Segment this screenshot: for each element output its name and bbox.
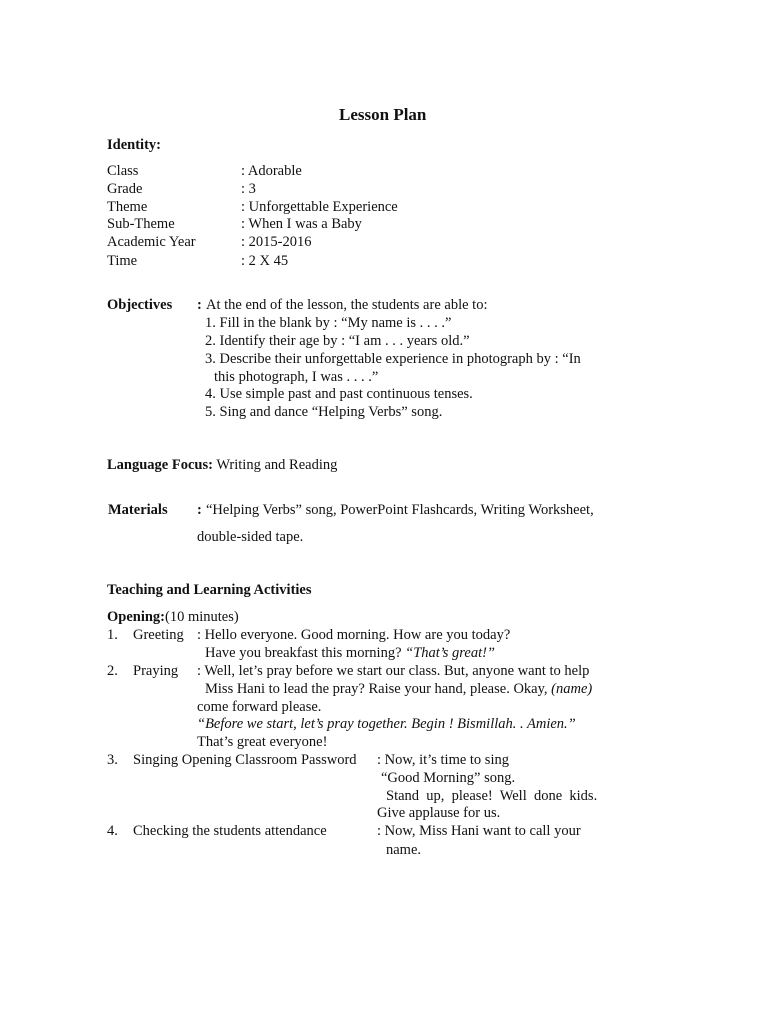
objective-item: 1. Fill in the blank by : “My name is . . . .” xyxy=(205,315,452,331)
identity-value-time: : 2 X 45 xyxy=(241,253,289,269)
step-text-italic: (name) xyxy=(551,681,593,697)
language-focus xyxy=(107,457,337,475)
identity-label-theme: Theme xyxy=(107,199,148,215)
step-number: 3. xyxy=(107,752,118,768)
page-title: Lesson Plan xyxy=(339,105,427,124)
opening-heading xyxy=(107,609,239,627)
identity-value-year: : 2015-2016 xyxy=(241,234,312,250)
step-text: “Good Morning” song. xyxy=(381,770,516,786)
identity-label-class: Class xyxy=(107,163,139,179)
step-name-singing: Singing Opening Classroom Password xyxy=(133,752,357,768)
step-text xyxy=(205,681,592,699)
objective-item-continuation: this photograph, I was . . . .” xyxy=(214,369,379,385)
prayer-quote: “Before we start, let’s pray together. Begin ! Bismillah. . Amien.” xyxy=(197,716,576,732)
objective-item: 4. Use simple past and past continuous tenses. xyxy=(205,386,473,402)
objectives-colon: : xyxy=(197,297,202,313)
objective-item: 2. Identify their age by : “I am . . . years old.” xyxy=(205,333,470,349)
step-number: 2. xyxy=(107,663,118,679)
step-text: come forward please. xyxy=(197,699,322,715)
step-number: 4. xyxy=(107,823,118,839)
identity-label-grade: Grade xyxy=(107,181,143,197)
step-name-attendance: Checking the students attendance xyxy=(133,823,327,839)
identity-label-time: Time xyxy=(107,253,138,269)
step-name-greeting: Greeting xyxy=(133,627,184,643)
step-text-part: Have you breakfast this morning? xyxy=(205,645,406,661)
step-text: name. xyxy=(386,842,422,858)
opening-label: Opening: xyxy=(107,609,166,625)
identity-value-class: : Adorable xyxy=(241,163,302,179)
identity-value-theme: : Unforgettable Experience xyxy=(241,199,398,215)
materials-colon: : xyxy=(197,502,202,518)
step-text: : Now, it’s time to sing xyxy=(377,752,509,768)
objectives-intro: At the end of the lesson, the students are able to: xyxy=(206,297,488,313)
step-text-italic: “That’s great!” xyxy=(405,645,495,661)
objective-item: 5. Sing and dance “Helping Verbs” song. xyxy=(205,404,443,420)
step-text: That’s great everyone! xyxy=(197,734,328,750)
language-focus-value: Writing and Reading xyxy=(212,457,338,473)
identity-label-subtheme: Sub-Theme xyxy=(107,216,175,232)
step-text: Stand up, please! Well done kids. xyxy=(386,788,598,804)
objectives-label: Objectives xyxy=(107,297,173,313)
step-text: : Well, let’s pray before we start our class. But, anyone want to help xyxy=(197,663,590,679)
step-text: : Now, Miss Hani want to call your xyxy=(377,823,581,839)
objective-item: 3. Describe their unforgettable experience in photograph by : “In xyxy=(205,351,581,367)
opening-time: (10 minutes) xyxy=(165,609,239,625)
step-text-part: Miss Hani to lead the pray? Raise your hand, please. Okay, xyxy=(205,681,552,697)
step-text: : Hello everyone. Good morning. How are you today? xyxy=(197,627,511,643)
identity-value-subtheme: : When I was a Baby xyxy=(241,216,362,232)
materials-line: “Helping Verbs” song, PowerPoint Flashcards, Writing Worksheet, xyxy=(206,502,594,518)
language-focus-label: Language Focus: xyxy=(107,457,213,473)
activities-heading: Teaching and Learning Activities xyxy=(107,582,312,598)
step-text: Give applause for us. xyxy=(377,805,501,821)
step-text xyxy=(205,645,495,663)
identity-value-grade: : 3 xyxy=(241,181,256,197)
materials-line: double-sided tape. xyxy=(197,529,304,545)
step-number: 1. xyxy=(107,627,118,643)
materials-label: Materials xyxy=(108,502,168,518)
identity-label-year: Academic Year xyxy=(107,234,196,250)
identity-heading: Identity: xyxy=(107,137,161,153)
step-name-praying: Praying xyxy=(133,663,179,679)
